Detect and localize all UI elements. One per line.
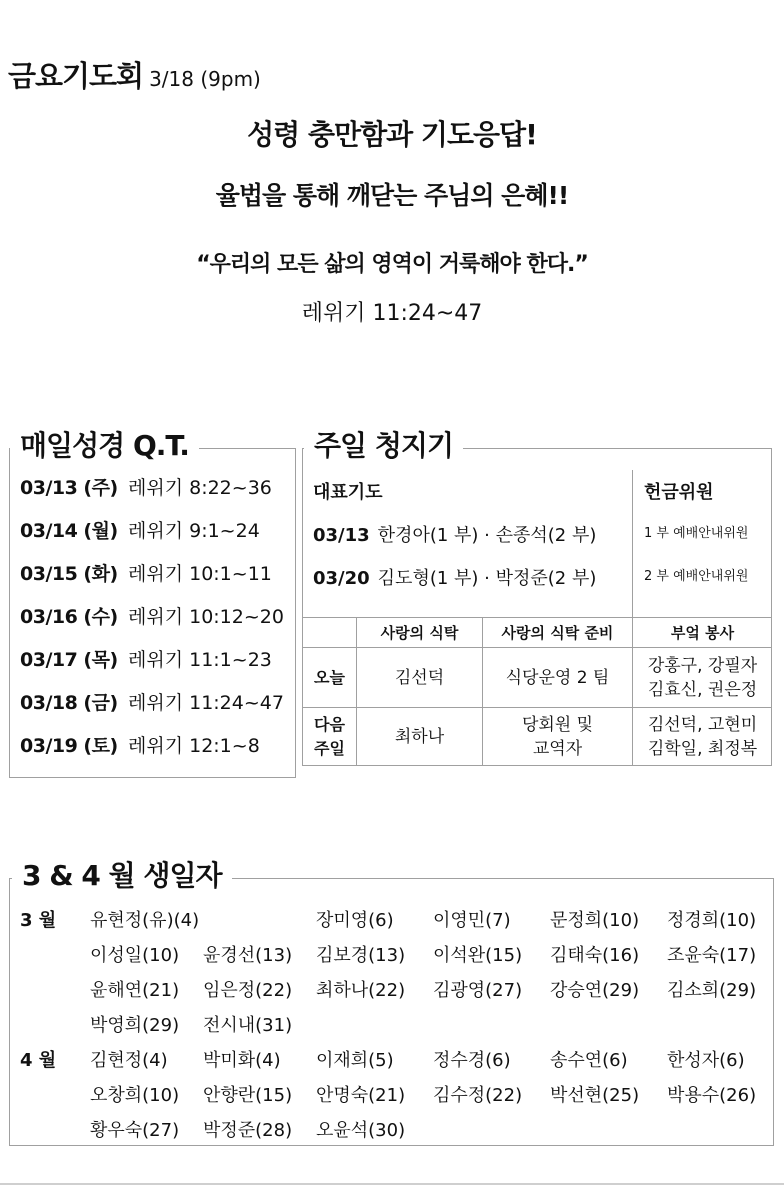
birthdays-title: 3 & 4 월 생일자 — [12, 856, 232, 896]
birthday-entry: 박미화(4) — [203, 1050, 281, 1071]
birthday-entry: 강승연(29) — [550, 980, 640, 1001]
duty-date: 03/13 — [313, 525, 370, 546]
kitchen-service-today — [633, 648, 772, 707]
page-bottom-rule — [0, 1183, 784, 1185]
birthday-entry: 최하나(22) — [316, 980, 406, 1001]
love-table-prep-next — [483, 708, 632, 766]
birthday-entry: 문정희(10) — [550, 910, 640, 931]
sermon-theme-line-2: 율법을 통해 깨닫는 주님의 은혜!! — [215, 181, 569, 210]
birthday-entry: 전시내(31) — [203, 1015, 293, 1036]
prayer-meeting-date: 3/18 (9pm) — [149, 67, 261, 91]
birthday-entry: 한성자(6) — [667, 1050, 745, 1071]
duty-names: 한경아(1 부) · 손종석(2 부) — [377, 525, 597, 546]
birthday-entry: 김보경(13) — [316, 945, 406, 966]
birthday-entry: 이재희(5) — [316, 1050, 394, 1071]
qt-row — [20, 648, 272, 672]
birthday-entry: 이영민(7) — [433, 910, 511, 931]
birthday-entry: 유현정(유)(4) — [90, 910, 200, 931]
qt-verse: 레위기 10:1~11 — [128, 563, 272, 585]
duty-date: 03/20 — [313, 568, 370, 589]
qt-verse: 레위기 12:1~8 — [128, 735, 260, 757]
qt-verse: 레위기 10:12~20 — [128, 606, 284, 628]
birthday-entry: 임은정(22) — [203, 980, 293, 1001]
qt-row — [20, 519, 260, 543]
qt-row — [20, 562, 272, 586]
offering-duty: 1 부 예배안내위원 — [644, 526, 749, 541]
birthday-entry: 김현정(4) — [90, 1050, 168, 1071]
sunday-stewards-title: 주일 청지기 — [304, 426, 463, 466]
kitchen-names-line: 김효신, 권은정 — [647, 679, 758, 700]
row-label-line: 다음 — [314, 715, 345, 734]
prep-line: 당회원 및 — [521, 715, 594, 735]
qt-date: 03/17 (목) — [20, 649, 118, 671]
birthday-entry: 안향란(15) — [203, 1085, 293, 1106]
love-table-prep-today: 식당운영 2 팀 — [505, 667, 610, 688]
love-table-next: 최하나 — [394, 727, 445, 747]
table-header-love-table-prep: 사랑의 식탁 준비 — [501, 623, 614, 642]
birthday-entry: 황우숙(27) — [90, 1120, 180, 1141]
kitchen-names-line: 김학일, 최정복 — [647, 739, 758, 759]
qt-verse: 레위기 9:1~24 — [128, 520, 260, 542]
qt-date: 03/13 (주) — [20, 477, 118, 499]
sermon-theme-line-1: 성령 충만함과 기도응답! — [247, 118, 537, 151]
birthday-entry: 오윤석(30) — [316, 1120, 406, 1141]
prayer-duty-row — [313, 564, 596, 590]
qt-date: 03/14 (월) — [20, 520, 118, 542]
birthday-entry: 정경희(10) — [667, 910, 757, 931]
kitchen-service-next — [633, 708, 772, 766]
qt-date: 03/16 (수) — [20, 606, 118, 628]
birthday-entry: 송수연(6) — [550, 1050, 628, 1071]
duty-names: 김도형(1 부) · 박정준(2 부) — [377, 568, 597, 589]
birthday-entry: 윤경선(13) — [203, 945, 293, 966]
qt-row — [20, 605, 284, 629]
march-label: 3 월 — [20, 910, 57, 931]
qt-date: 03/18 (금) — [20, 692, 118, 714]
qt-verse: 레위기 11:24~47 — [128, 692, 284, 714]
birthday-entry: 이성일(10) — [90, 945, 180, 966]
row-label-line: 주일 — [314, 739, 345, 758]
sermon-scripture: 레위기 11:24~47 — [301, 301, 483, 326]
offering-duty: 2 부 예배안내위원 — [644, 569, 749, 584]
birthday-entry: 박용수(26) — [667, 1085, 757, 1106]
birthday-entry: 오창희(10) — [90, 1085, 180, 1106]
birthday-entry: 김광영(27) — [433, 980, 523, 1001]
table-header-kitchen-service: 부엌 봉사 — [670, 623, 735, 642]
representative-prayer-label: 대표기도 — [313, 482, 383, 503]
prayer-meeting-title: 금요기도회 — [8, 59, 144, 93]
row-label-today: 오늘 — [314, 667, 345, 687]
qt-verse: 레위기 8:22~36 — [128, 477, 272, 499]
prayer-duty-row — [313, 521, 596, 547]
birthday-entry: 박영희(29) — [90, 1015, 180, 1036]
birthday-entry: 장미영(6) — [316, 910, 394, 931]
birthday-entry: 안명숙(21) — [316, 1085, 406, 1106]
kitchen-names-line: 김선덕, 고현미 — [647, 715, 758, 735]
qt-row — [20, 691, 284, 715]
birthday-entry: 이석완(15) — [433, 945, 523, 966]
qt-date: 03/15 (화) — [20, 563, 118, 585]
kitchen-names-line: 강홍구, 강필자 — [647, 655, 758, 676]
birthday-entry: 김태숙(16) — [550, 945, 640, 966]
sermon-quote: “우리의 모든 삶의 영역이 거룩해야 한다.” — [196, 252, 588, 277]
birthday-entry: 윤해연(21) — [90, 980, 180, 1001]
qt-verse: 레위기 11:1~23 — [128, 649, 272, 671]
row-label-next-sunday — [303, 708, 356, 766]
prayer-meeting-heading — [8, 54, 261, 95]
prep-line: 교역자 — [532, 739, 583, 759]
table-header-love-table: 사랑의 식탁 — [380, 623, 459, 642]
qt-row — [20, 476, 272, 500]
birthday-entry: 조윤숙(17) — [667, 945, 757, 966]
april-label: 4 월 — [20, 1050, 57, 1071]
qt-date: 03/19 (토) — [20, 735, 118, 757]
birthday-entry: 김수정(22) — [433, 1085, 523, 1106]
love-table-today: 김선덕 — [394, 667, 445, 688]
birthday-entry: 박선현(25) — [550, 1085, 640, 1106]
birthday-entry: 정수경(6) — [433, 1050, 511, 1071]
birthday-entry: 박정준(28) — [203, 1120, 293, 1141]
daily-qt-title: 매일성경 Q.T. — [10, 426, 199, 466]
birthday-entry: 김소희(29) — [667, 980, 757, 1001]
offering-committee-label: 헌금위원 — [644, 482, 714, 503]
qt-row — [20, 734, 260, 758]
